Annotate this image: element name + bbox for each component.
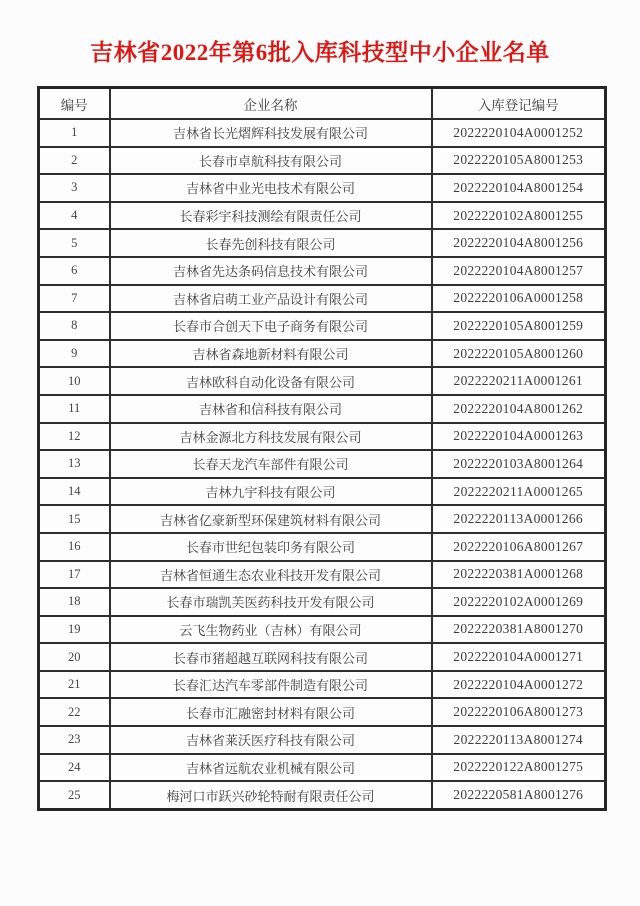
serial-number-cell: 19 (39, 616, 110, 644)
header-company-name: 企业名称 (110, 88, 432, 120)
registration-number-cell: 2022220104A0001263 (432, 423, 606, 451)
company-name-cell: 吉林省启萌工业产品设计有限公司 (110, 285, 432, 313)
registration-number-cell: 2022220581A8001276 (432, 781, 606, 809)
registration-number-cell: 2022220211A0001261 (432, 367, 606, 395)
serial-number-cell: 5 (39, 229, 110, 257)
company-name-cell: 吉林金源北方科技发展有限公司 (110, 423, 432, 451)
company-name-cell: 长春彩宇科技测绘有限责任公司 (110, 202, 432, 230)
serial-number-cell: 18 (39, 588, 110, 616)
table-row (39, 533, 606, 561)
registration-number-cell: 2022220104A0001252 (432, 119, 606, 147)
enterprise-table (37, 86, 607, 811)
serial-number-cell: 21 (39, 671, 110, 699)
company-name-cell: 吉林省长光熠辉科技发展有限公司 (110, 119, 432, 147)
table-row (39, 395, 606, 423)
page-title: 吉林省2022年第6批入库科技型中小企业名单 (90, 40, 550, 65)
table-row (39, 671, 606, 699)
registration-number-cell: 2022220104A8001262 (432, 395, 606, 423)
table-row (39, 367, 606, 395)
serial-number-cell: 24 (39, 754, 110, 782)
registration-number-cell: 2022220104A8001256 (432, 229, 606, 257)
registration-number-cell: 2022220105A8001260 (432, 340, 606, 368)
registration-number-cell: 2022220122A8001275 (432, 754, 606, 782)
serial-number-cell: 8 (39, 312, 110, 340)
serial-number-cell: 9 (39, 340, 110, 368)
registration-number-cell: 2022220102A0001269 (432, 588, 606, 616)
table-row (39, 505, 606, 533)
company-name-cell: 梅河口市跃兴砂轮特耐有限责任公司 (110, 781, 432, 809)
company-name-cell: 吉林省莱沃医疗科技有限公司 (110, 726, 432, 754)
registration-number-cell: 2022220381A8001270 (432, 616, 606, 644)
header-registration-number: 入库登记编号 (432, 88, 606, 120)
table-row (39, 616, 606, 644)
registration-number-cell: 2022220113A8001274 (432, 726, 606, 754)
table-row (39, 202, 606, 230)
table-row (39, 561, 606, 589)
company-name-cell: 长春市卓航科技有限公司 (110, 147, 432, 175)
serial-number-cell: 1 (39, 119, 110, 147)
table-row (39, 340, 606, 368)
serial-number-cell: 12 (39, 423, 110, 451)
registration-number-cell: 2022220381A0001268 (432, 561, 606, 589)
company-name-cell: 长春天龙汽车部件有限公司 (110, 450, 432, 478)
company-name-cell: 吉林省亿豪新型环保建筑材料有限公司 (110, 505, 432, 533)
registration-number-cell: 2022220104A8001257 (432, 257, 606, 285)
registration-number-cell: 2022220106A8001273 (432, 698, 606, 726)
table-row (39, 119, 606, 147)
serial-number-cell: 7 (39, 285, 110, 313)
serial-number-cell: 6 (39, 257, 110, 285)
registration-number-cell: 2022220103A8001264 (432, 450, 606, 478)
serial-number-cell: 22 (39, 698, 110, 726)
registration-number-cell: 2022220104A0001272 (432, 671, 606, 699)
company-name-cell: 长春汇达汽车零部件制造有限公司 (110, 671, 432, 699)
registration-number-cell: 2022220211A0001265 (432, 478, 606, 506)
registration-number-cell: 2022220106A8001267 (432, 533, 606, 561)
registration-number-cell: 2022220105A8001253 (432, 147, 606, 175)
company-name-cell: 云飞生物药业（吉林）有限公司 (110, 616, 432, 644)
serial-number-cell: 4 (39, 202, 110, 230)
company-name-cell: 吉林九宇科技有限公司 (110, 478, 432, 506)
serial-number-cell: 13 (39, 450, 110, 478)
serial-number-cell: 25 (39, 781, 110, 809)
registration-number-cell: 2022220106A0001258 (432, 285, 606, 313)
registration-number-cell: 2022220104A8001254 (432, 174, 606, 202)
table-header-row (39, 88, 606, 120)
company-name-cell: 吉林省恒通生态农业科技开发有限公司 (110, 561, 432, 589)
table-row (39, 147, 606, 175)
company-name-cell: 吉林省森地新材料有限公司 (110, 340, 432, 368)
table-row (39, 781, 606, 809)
registration-number-cell: 2022220113A0001266 (432, 505, 606, 533)
table-row (39, 257, 606, 285)
header-serial-number: 编号 (39, 88, 110, 120)
table-row (39, 312, 606, 340)
serial-number-cell: 23 (39, 726, 110, 754)
company-name-cell: 吉林省远航农业机械有限公司 (110, 754, 432, 782)
table-row (39, 285, 606, 313)
serial-number-cell: 14 (39, 478, 110, 506)
serial-number-cell: 15 (39, 505, 110, 533)
company-name-cell: 吉林欧科自动化设备有限公司 (110, 367, 432, 395)
company-name-cell: 长春市瑞凯芙医药科技开发有限公司 (110, 588, 432, 616)
company-name-cell: 吉林省和信科技有限公司 (110, 395, 432, 423)
company-name-cell: 吉林省中业光电技术有限公司 (110, 174, 432, 202)
table-row (39, 423, 606, 451)
registration-number-cell: 2022220104A0001271 (432, 643, 606, 671)
table-row (39, 229, 606, 257)
company-name-cell: 长春市世纪包装印务有限公司 (110, 533, 432, 561)
table-row (39, 698, 606, 726)
company-name-cell: 长春先创科技有限公司 (110, 229, 432, 257)
table-row (39, 754, 606, 782)
serial-number-cell: 16 (39, 533, 110, 561)
table-row (39, 478, 606, 506)
table-row (39, 643, 606, 671)
serial-number-cell: 17 (39, 561, 110, 589)
table-row (39, 588, 606, 616)
registration-number-cell: 2022220105A8001259 (432, 312, 606, 340)
serial-number-cell: 2 (39, 147, 110, 175)
table-row (39, 450, 606, 478)
table-row (39, 174, 606, 202)
company-name-cell: 长春市猪超越互联网科技有限公司 (110, 643, 432, 671)
serial-number-cell: 11 (39, 395, 110, 423)
table-row (39, 726, 606, 754)
serial-number-cell: 20 (39, 643, 110, 671)
company-name-cell: 吉林省先达条码信息技术有限公司 (110, 257, 432, 285)
serial-number-cell: 10 (39, 367, 110, 395)
serial-number-cell: 3 (39, 174, 110, 202)
company-name-cell: 长春市汇融密封材料有限公司 (110, 698, 432, 726)
registration-number-cell: 2022220102A8001255 (432, 202, 606, 230)
company-name-cell: 长春市合创天下电子商务有限公司 (110, 312, 432, 340)
